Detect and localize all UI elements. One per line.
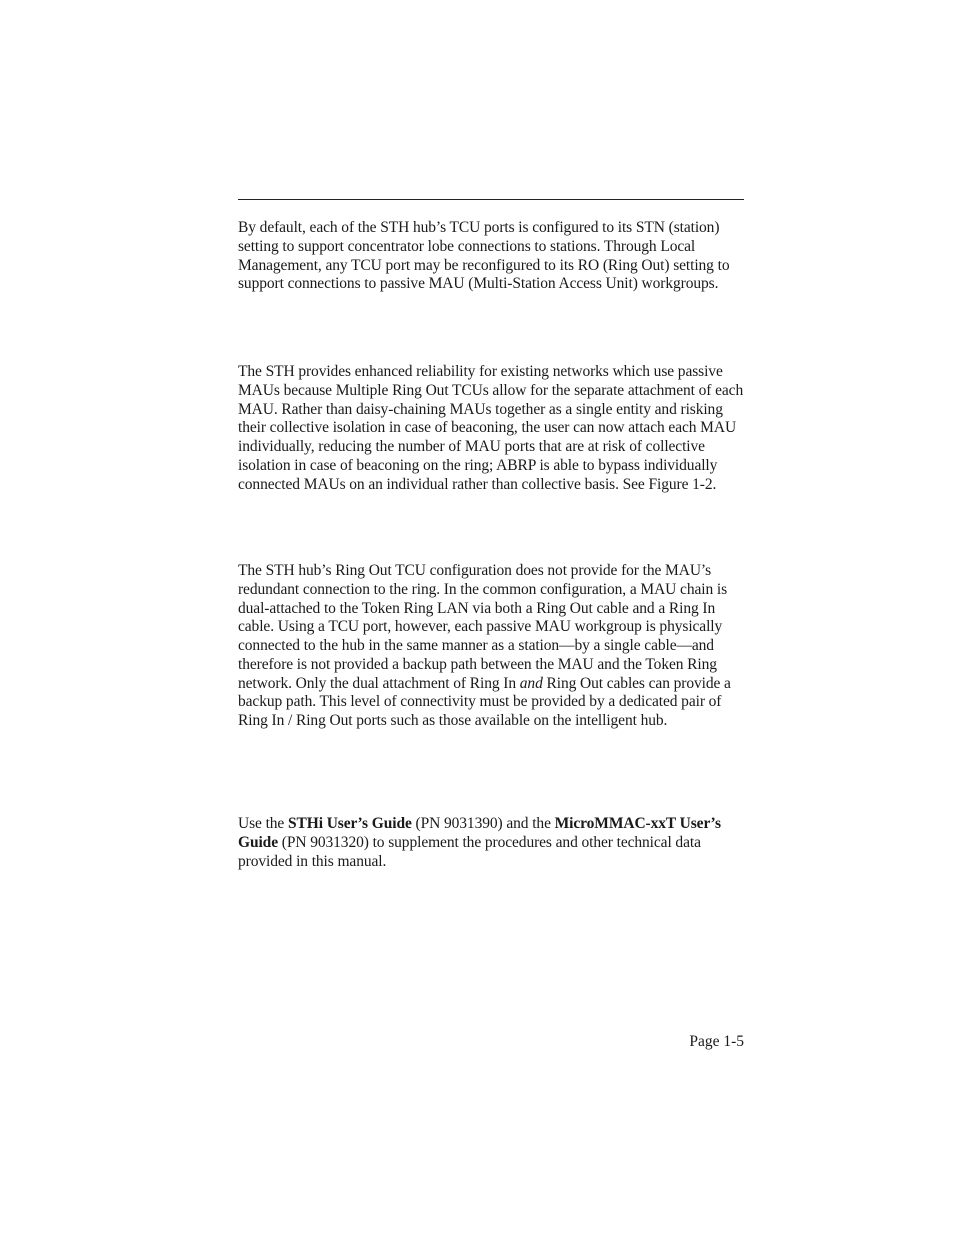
guide-title-sthi: STHi User’s Guide [288,815,412,832]
paragraph-text: Use the [238,815,288,832]
paragraph-enhanced-reliability: The STH provides enhanced reliability for existing networks which use passive MAUs because Multiple Ring Out TCUs allow for the separate attachment of each MAU. Rather than daisy-chaining MAUs together as a single entity and risking their collective isolation in case of beaconing, the user can now attach each MAU individually, reducing the number of MAU ports that are at risk of collective isolation in case of beaconing on the ring; ABRP is able to bypass individually connected MAUs on an individual rather than collective basis. See Figure 1-2. [238,363,744,493]
paragraph-text: (PN 9031320) to supplement the procedures and other technical data provided in this manual. [238,833,701,870]
guide-title-micrommac: MicroMMAC-xxT User’s Guide [238,815,721,851]
header-rule [238,199,744,200]
paragraph-text: (PN 9031390) and the [411,815,555,832]
paragraph-related-manuals [238,815,744,871]
page-number: Page 1-5 [689,1033,744,1050]
paragraph-redundant-connection [238,562,744,731]
paragraph-tcu-port-defaults: By default, each of the STH hub’s TCU ports is configured to its STN (station) setting to support concentrator lobe connections to stations. Through Local Management, any TCU port may be reconfigured to its RO (Ring Out) setting to support connections to passive MAU (Multi-Station Access Unit) workgroups. [238,219,730,293]
paragraph-text: The STH hub’s Ring Out TCU configuration does not provide for the MAU’s redundant connection to the ring. In the common configuration, a MAU chain is dual-attached to the Token Ring LAN via both a Ring Out cable and a Ring In cable. Using a TCU port, however, each passive MAU workgroup is physically connected to the hub in the same manner as a station—by a single cable—and therefore is not provided a backup path between the MAU and the Token Ring network. Only the dual attachment of Ring In [238,562,728,692]
paragraph-text: Ring Out cables can provide a backup path. This level of connectivity must be provided by a dedicated pair of Ring In / Ring Out ports such as those available on the intelligent hub. [238,674,731,729]
emphasis-word: and [519,674,543,692]
